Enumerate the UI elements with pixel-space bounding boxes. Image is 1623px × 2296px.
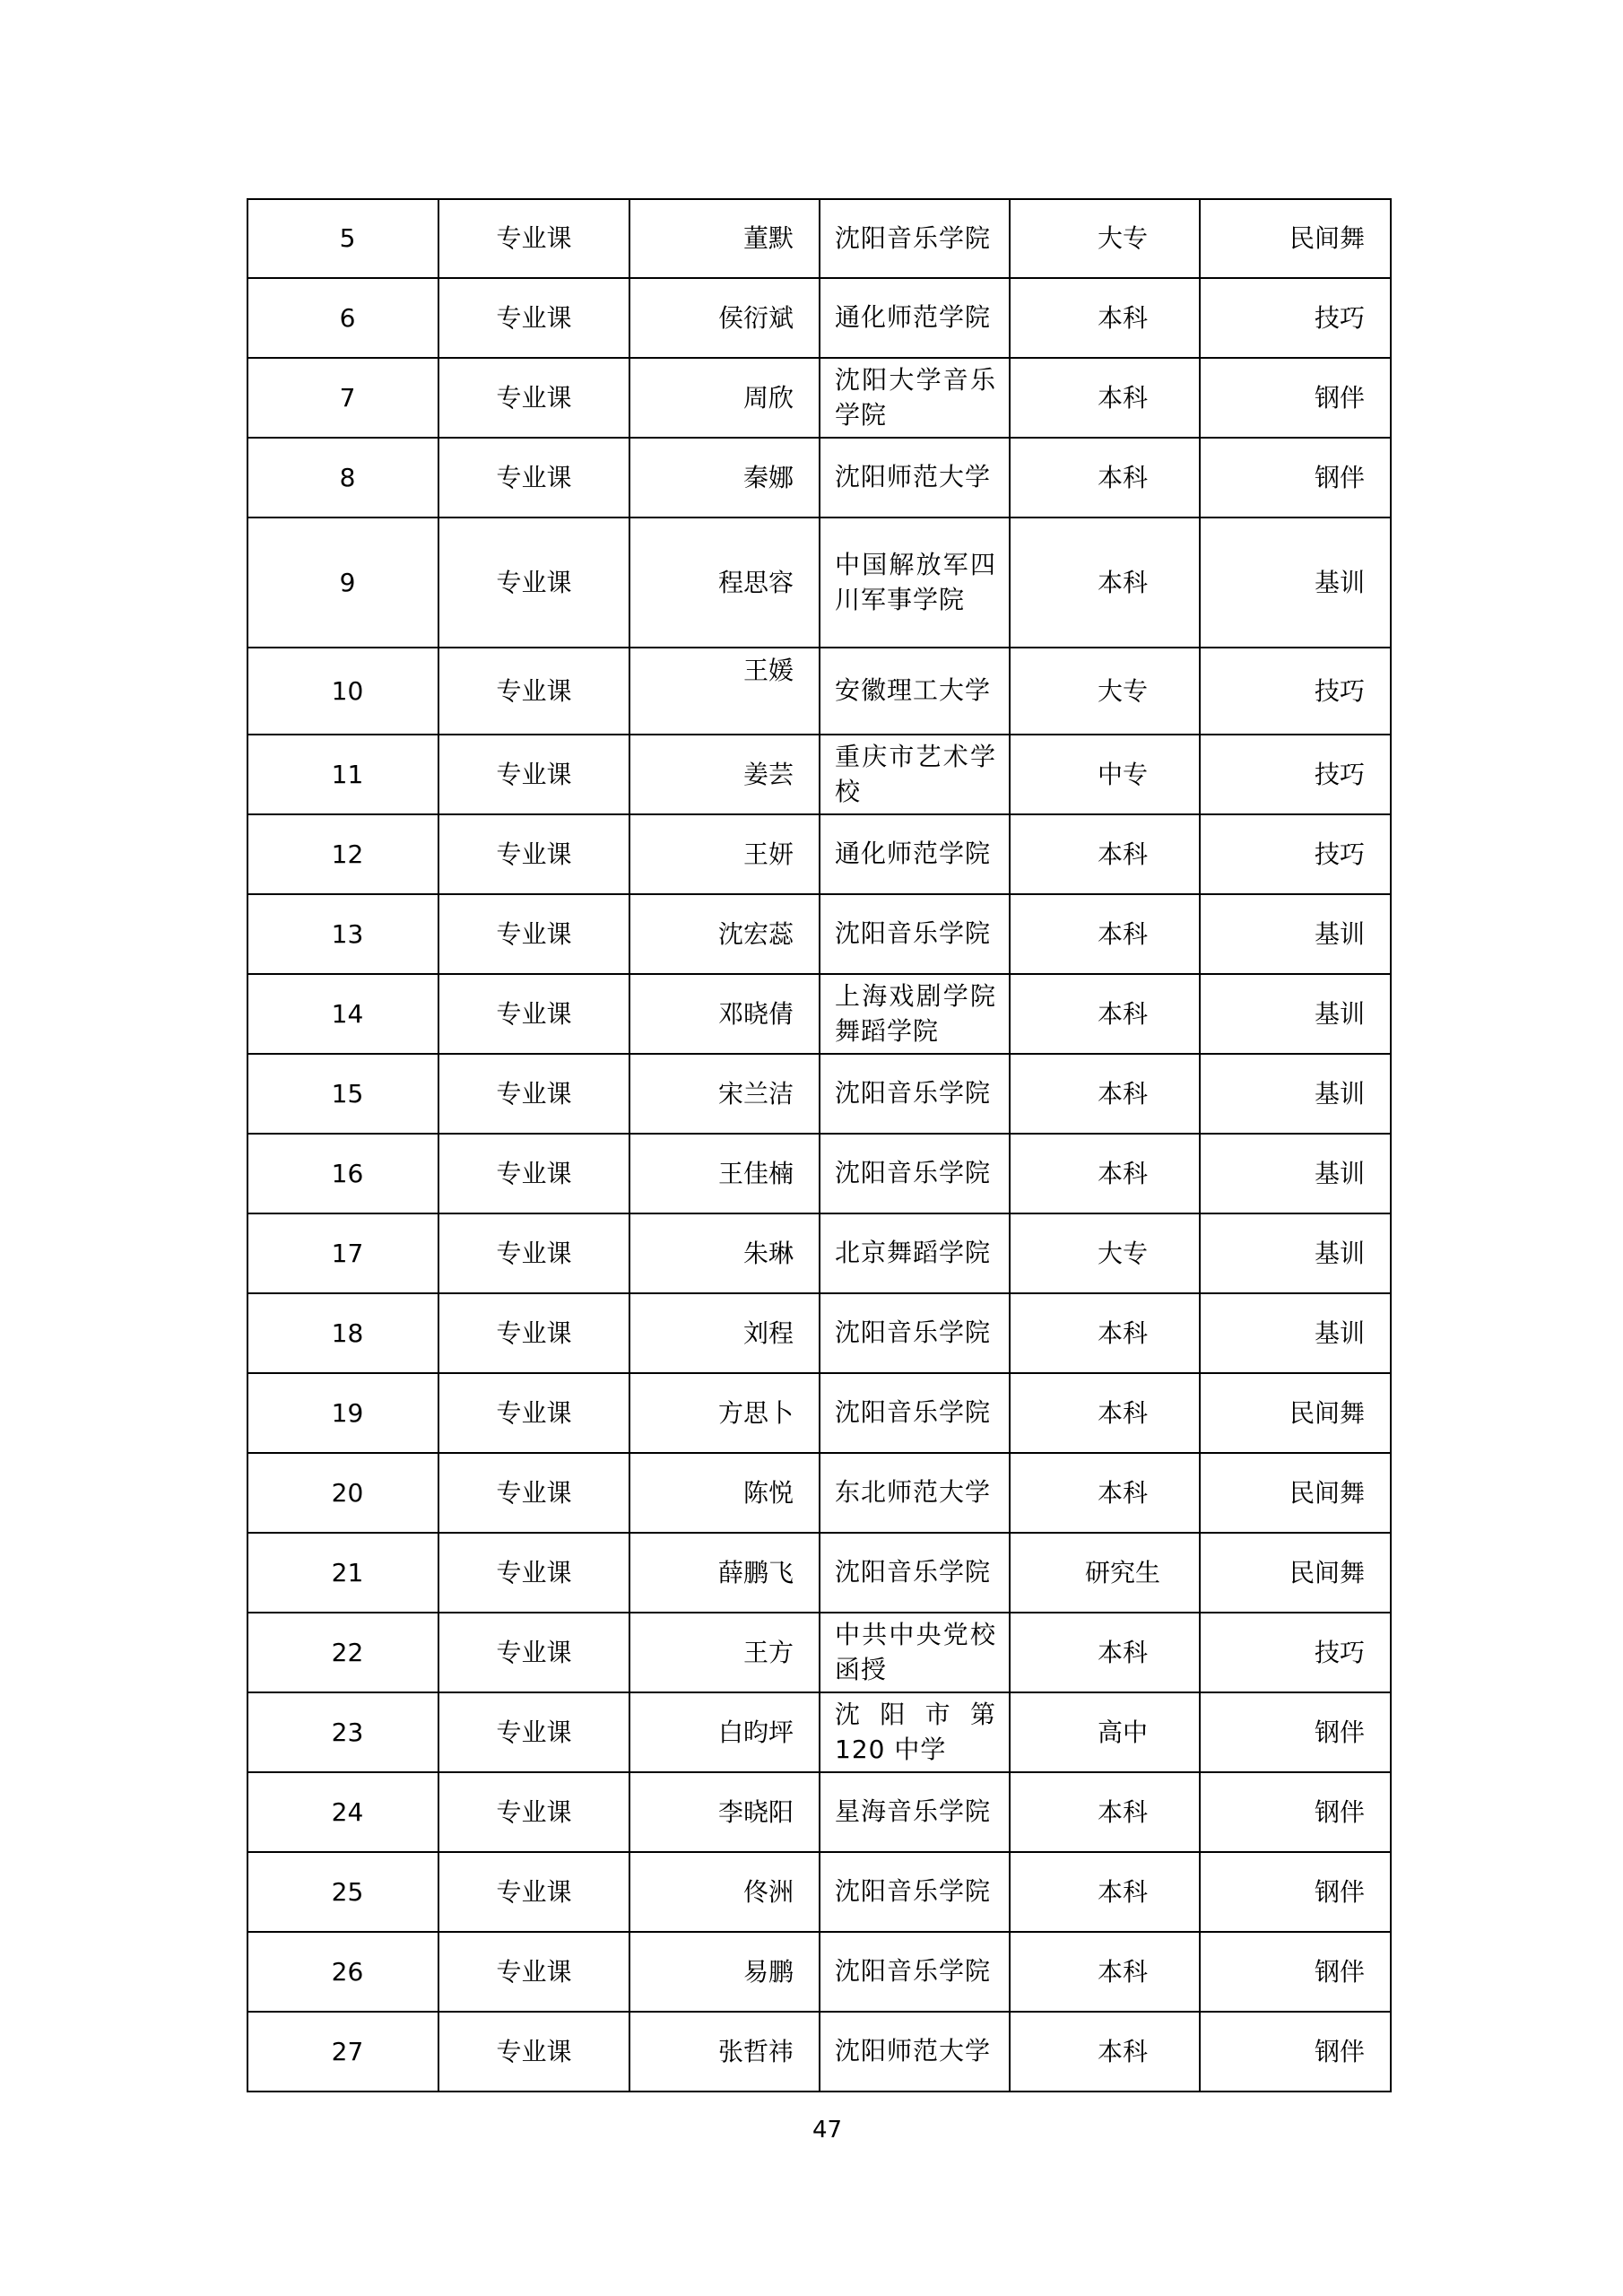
major-cell: 民间舞 — [1200, 1533, 1391, 1613]
row-number-cell: 13 — [247, 894, 438, 974]
education-level-cell: 本科 — [1010, 278, 1200, 358]
teacher-name-cell: 沈宏蕊 — [629, 894, 820, 974]
teacher-name-cell: 程思容 — [629, 517, 820, 648]
major-cell: 基训 — [1200, 517, 1391, 648]
table-row — [247, 814, 1391, 894]
row-number-cell: 26 — [247, 1932, 438, 2012]
table-row — [247, 894, 1391, 974]
table-row — [247, 1373, 1391, 1453]
education-level-cell: 本科 — [1010, 814, 1200, 894]
graduated-school-cell: 沈阳音乐学院 — [820, 1054, 1010, 1134]
graduated-school-cell: 沈阳市第 120 中学 — [820, 1692, 1010, 1772]
course-type-cell: 专业课 — [438, 1373, 629, 1453]
row-number-cell: 10 — [247, 648, 438, 735]
course-type-cell: 专业课 — [438, 1852, 629, 1932]
major-cell: 钢伴 — [1200, 438, 1391, 517]
major-cell: 基训 — [1200, 1134, 1391, 1213]
graduated-school-cell: 沈阳音乐学院 — [820, 1852, 1010, 1932]
education-level-cell: 大专 — [1010, 1213, 1200, 1293]
education-level-cell: 本科 — [1010, 438, 1200, 517]
education-level-cell: 本科 — [1010, 2012, 1200, 2092]
course-type-cell: 专业课 — [438, 1453, 629, 1533]
graduated-school-cell: 中共中央党校函授 — [820, 1613, 1010, 1692]
row-number-cell: 8 — [247, 438, 438, 517]
table-row — [247, 974, 1391, 1054]
graduated-school-cell: 沈阳师范大学 — [820, 2012, 1010, 2092]
teacher-name-cell: 周欣 — [629, 358, 820, 438]
major-cell: 技巧 — [1200, 648, 1391, 735]
education-level-cell: 本科 — [1010, 1373, 1200, 1453]
course-type-cell: 专业课 — [438, 814, 629, 894]
course-type-cell: 专业课 — [438, 648, 629, 735]
major-cell: 民间舞 — [1200, 1453, 1391, 1533]
education-level-cell: 本科 — [1010, 1613, 1200, 1692]
course-type-cell: 专业课 — [438, 1533, 629, 1613]
education-level-cell: 本科 — [1010, 894, 1200, 974]
major-cell: 钢伴 — [1200, 358, 1391, 438]
row-number-cell: 23 — [247, 1692, 438, 1772]
graduated-school-cell: 中国解放军四川军事学院 — [820, 517, 1010, 648]
table-body — [247, 199, 1391, 2092]
course-type-cell: 专业课 — [438, 438, 629, 517]
teacher-name-cell: 李晓阳 — [629, 1772, 820, 1852]
table-row — [247, 1293, 1391, 1373]
education-level-cell: 本科 — [1010, 1293, 1200, 1373]
graduated-school-cell: 星海音乐学院 — [820, 1772, 1010, 1852]
table-row — [247, 735, 1391, 814]
table-row — [247, 358, 1391, 438]
table-row — [247, 1772, 1391, 1852]
education-level-cell: 本科 — [1010, 1134, 1200, 1213]
course-type-cell: 专业课 — [438, 1293, 629, 1373]
teacher-name-cell: 朱琳 — [629, 1213, 820, 1293]
row-number-cell: 15 — [247, 1054, 438, 1134]
graduated-school-cell: 沈阳音乐学院 — [820, 1373, 1010, 1453]
education-level-cell: 本科 — [1010, 974, 1200, 1054]
row-number-cell: 24 — [247, 1772, 438, 1852]
course-type-cell: 专业课 — [438, 1213, 629, 1293]
education-level-cell: 本科 — [1010, 1054, 1200, 1134]
teacher-name-cell: 白昀坪 — [629, 1692, 820, 1772]
teacher-name-cell: 邓晓倩 — [629, 974, 820, 1054]
course-type-cell: 专业课 — [438, 974, 629, 1054]
graduated-school-cell: 沈阳音乐学院 — [820, 1533, 1010, 1613]
graduated-school-cell: 沈阳大学音乐学院 — [820, 358, 1010, 438]
teacher-name-cell: 王媛 — [629, 648, 820, 735]
course-type-cell: 专业课 — [438, 1613, 629, 1692]
table-row — [247, 278, 1391, 358]
course-type-cell: 专业课 — [438, 1054, 629, 1134]
graduated-school-cell: 沈阳音乐学院 — [820, 199, 1010, 278]
course-type-cell: 专业课 — [438, 735, 629, 814]
teacher-name-cell: 刘程 — [629, 1293, 820, 1373]
education-level-cell: 本科 — [1010, 1453, 1200, 1533]
education-level-cell: 本科 — [1010, 358, 1200, 438]
teacher-name-cell: 方思卜 — [629, 1373, 820, 1453]
course-type-cell: 专业课 — [438, 199, 629, 278]
major-cell: 钢伴 — [1200, 1692, 1391, 1772]
education-level-cell: 本科 — [1010, 1852, 1200, 1932]
graduated-school-cell: 通化师范学院 — [820, 814, 1010, 894]
teacher-name-cell: 张哲祎 — [629, 2012, 820, 2092]
course-type-cell: 专业课 — [438, 1932, 629, 2012]
education-level-cell: 本科 — [1010, 517, 1200, 648]
teacher-name-cell: 宋兰洁 — [629, 1054, 820, 1134]
course-type-cell: 专业课 — [438, 1692, 629, 1772]
row-number-cell: 21 — [247, 1533, 438, 1613]
table-row — [247, 1692, 1391, 1772]
table-row — [247, 648, 1391, 735]
row-number-cell: 20 — [247, 1453, 438, 1533]
teacher-name-cell: 陈悦 — [629, 1453, 820, 1533]
row-number-cell: 22 — [247, 1613, 438, 1692]
row-number-cell: 7 — [247, 358, 438, 438]
row-number-cell: 9 — [247, 517, 438, 648]
major-cell: 技巧 — [1200, 278, 1391, 358]
table-row — [247, 1932, 1391, 2012]
major-cell: 钢伴 — [1200, 2012, 1391, 2092]
teacher-name-cell: 佟洲 — [629, 1852, 820, 1932]
table-row — [247, 517, 1391, 648]
graduated-school-cell: 沈阳音乐学院 — [820, 1932, 1010, 2012]
major-cell: 基训 — [1200, 894, 1391, 974]
row-number-cell: 5 — [247, 199, 438, 278]
row-number-cell: 18 — [247, 1293, 438, 1373]
teacher-name-cell: 王方 — [629, 1613, 820, 1692]
teacher-name-cell: 秦娜 — [629, 438, 820, 517]
row-number-cell: 19 — [247, 1373, 438, 1453]
education-level-cell: 高中 — [1010, 1692, 1200, 1772]
major-cell: 基训 — [1200, 1054, 1391, 1134]
page-number: 47 — [812, 2117, 843, 2144]
major-cell: 技巧 — [1200, 1613, 1391, 1692]
major-cell: 钢伴 — [1200, 1932, 1391, 2012]
major-cell: 钢伴 — [1200, 1852, 1391, 1932]
education-level-cell: 大专 — [1010, 648, 1200, 735]
teacher-name-cell: 姜芸 — [629, 735, 820, 814]
graduated-school-cell: 沈阳师范大学 — [820, 438, 1010, 517]
table-row — [247, 2012, 1391, 2092]
major-cell: 基训 — [1200, 974, 1391, 1054]
table-row — [247, 1213, 1391, 1293]
graduated-school-cell: 安徽理工大学 — [820, 648, 1010, 735]
graduated-school-cell: 通化师范学院 — [820, 278, 1010, 358]
major-cell: 技巧 — [1200, 814, 1391, 894]
course-type-cell: 专业课 — [438, 894, 629, 974]
table-row — [247, 1613, 1391, 1692]
major-cell: 基训 — [1200, 1213, 1391, 1293]
major-cell: 钢伴 — [1200, 1772, 1391, 1852]
teacher-name-cell: 王妍 — [629, 814, 820, 894]
teacher-name-cell: 薛鹏飞 — [629, 1533, 820, 1613]
table-row — [247, 1852, 1391, 1932]
course-type-cell: 专业课 — [438, 1134, 629, 1213]
staff-table — [247, 198, 1392, 2092]
table-row — [247, 1453, 1391, 1533]
row-number-cell: 14 — [247, 974, 438, 1054]
major-cell: 民间舞 — [1200, 199, 1391, 278]
graduated-school-cell: 沈阳音乐学院 — [820, 894, 1010, 974]
row-number-cell: 11 — [247, 735, 438, 814]
graduated-school-cell: 上海戏剧学院舞蹈学院 — [820, 974, 1010, 1054]
course-type-cell: 专业课 — [438, 358, 629, 438]
row-number-cell: 16 — [247, 1134, 438, 1213]
education-level-cell: 大专 — [1010, 199, 1200, 278]
teacher-name-cell: 易鹏 — [629, 1932, 820, 2012]
row-number-cell: 25 — [247, 1852, 438, 1932]
table-row — [247, 1054, 1391, 1134]
education-level-cell: 中专 — [1010, 735, 1200, 814]
table-row — [247, 438, 1391, 517]
teacher-name-cell: 王佳楠 — [629, 1134, 820, 1213]
major-cell: 技巧 — [1200, 735, 1391, 814]
graduated-school-cell: 东北师范大学 — [820, 1453, 1010, 1533]
row-number-cell: 12 — [247, 814, 438, 894]
graduated-school-cell: 沈阳音乐学院 — [820, 1134, 1010, 1213]
table-row — [247, 1134, 1391, 1213]
row-number-cell: 6 — [247, 278, 438, 358]
course-type-cell: 专业课 — [438, 1772, 629, 1852]
row-number-cell: 27 — [247, 2012, 438, 2092]
course-type-cell: 专业课 — [438, 517, 629, 648]
course-type-cell: 专业课 — [438, 2012, 629, 2092]
graduated-school-cell: 重庆市艺术学校 — [820, 735, 1010, 814]
education-level-cell: 研究生 — [1010, 1533, 1200, 1613]
course-type-cell: 专业课 — [438, 278, 629, 358]
major-cell: 基训 — [1200, 1293, 1391, 1373]
row-number-cell: 17 — [247, 1213, 438, 1293]
education-level-cell: 本科 — [1010, 1772, 1200, 1852]
table-row — [247, 199, 1391, 278]
graduated-school-cell: 北京舞蹈学院 — [820, 1213, 1010, 1293]
teacher-name-cell: 侯衍斌 — [629, 278, 820, 358]
graduated-school-cell: 沈阳音乐学院 — [820, 1293, 1010, 1373]
table-row — [247, 1533, 1391, 1613]
education-level-cell: 本科 — [1010, 1932, 1200, 2012]
teacher-name-cell: 董默 — [629, 199, 820, 278]
major-cell: 民间舞 — [1200, 1373, 1391, 1453]
